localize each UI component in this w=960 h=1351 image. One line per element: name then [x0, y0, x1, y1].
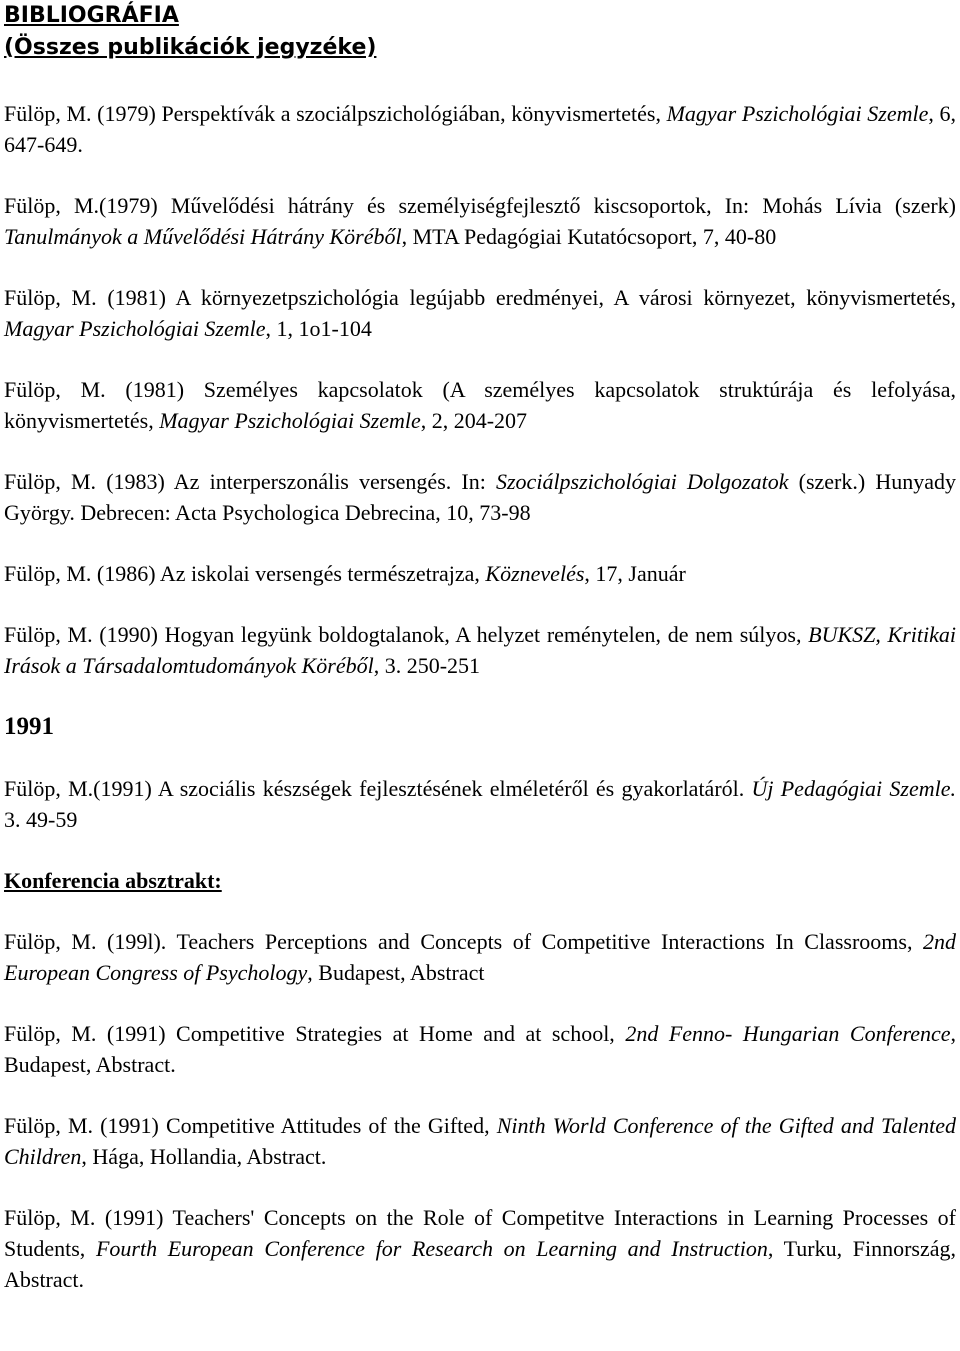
entry-text: Fülöp, M. (1990) Hogyan legyünk boldogtalanok, A helyzet reménytelen, de nem súlyos, — [4, 622, 809, 647]
bibliography-entry — [4, 466, 956, 528]
entry-text: Fülöp, M. (1983) Az interperszonális versengés. In: — [4, 469, 496, 494]
entry-source: 2nd Fenno- Hungarian Conference — [625, 1021, 951, 1046]
entry-text: Fülöp, M. (199l). Teachers Perceptions and Concepts of Competitive Interactions In Classrooms, — [4, 929, 923, 954]
bibliography-entry — [4, 98, 956, 160]
entry-source: Magyar Pszichológiai Szemle — [4, 316, 266, 341]
bibliography-entry — [4, 558, 956, 589]
entry-source: Ninth World Conference of the Gifted and Talented Children — [4, 1113, 957, 1169]
entry-source: Köznevelés — [485, 561, 585, 586]
bibliography-entry — [4, 619, 956, 681]
entry-text: Fülöp, M. (1986) Az iskolai versengés természetrajza, — [4, 561, 486, 586]
entry-text: Fülöp, M. (1981) A környezetpszichológia legújabb eredményei, A városi környezet, könyvismertetés, — [4, 285, 956, 310]
bibliography-entry — [4, 190, 956, 252]
bibliography-entry — [4, 773, 956, 835]
entry-text: Fülöp, M.(1991) A szociális készségek fejlesztésének elméletéről és gyakorlatáról. — [4, 776, 752, 801]
entry-source: Szociálpszichológiai Dolgozatok — [496, 469, 789, 494]
bibliography-entry — [4, 374, 956, 436]
entry-text: Fülöp, M. (1991) Competitive Strategies at Home and at school, — [4, 1021, 626, 1046]
entry-details: , 3. 250-251 — [373, 653, 481, 678]
entry-text: Fülöp, M. (1979) Perspektívák a szociálpszichológiában, könyvismertetés, — [4, 101, 667, 126]
bibliography-entry — [4, 1018, 956, 1080]
entry-details: , 2, 204-207 — [420, 408, 528, 433]
bibliography-entry — [4, 1110, 956, 1172]
entry-text: Fülöp, M. (1991) Competitive Attitudes of the Gifted, — [4, 1113, 497, 1138]
entry-text: Fülöp, M. (1991) Teachers' Concepts on the Role of Competitve Interactions in Learning Processes of Students, — [4, 1205, 956, 1261]
section-heading: Konferencia absztrakt: — [4, 868, 222, 893]
entry-details: , Budapest, Abstract — [307, 960, 485, 985]
entries-list-c — [4, 926, 956, 1295]
entry-source: Fourth European Conference for Research on Learning and Instruction — [95, 1236, 768, 1261]
entry-source: Tanulmányok a Művelődési Hátrány Köréből — [4, 224, 402, 249]
entry-details: , Turku, Finnország, Abstract. — [4, 1236, 957, 1292]
entry-details: , Hága, Hollandia, Abstract. — [81, 1144, 327, 1169]
page-subtitle: (Összes publikációk jegyzéke) — [4, 35, 377, 60]
entry-details: , Budapest, Abstract. — [4, 1021, 956, 1077]
entry-source: Magyar Pszichológiai Szemle — [666, 101, 929, 126]
entry-details: (szerk.) Hunyady György. Debrecen: Acta Psychologica Debrecina, 10, 73-98 — [4, 469, 956, 525]
entry-text: Fülöp, M.(1979) Művelődési hátrány és személyiségfejlesztő kiscsoportok, In: Mohás Lívia (szerk) — [4, 193, 956, 218]
entry-details: , 17, Január — [584, 561, 686, 586]
bibliography-entry — [4, 282, 956, 344]
entry-text: Fülöp, M. (1981) Személyes kapcsolatok (A személyes kapcsolatok struktúrája és lefolyása, könyvismertetés, — [4, 377, 956, 433]
entry-source: 2nd European Congress of Psychology — [4, 929, 956, 985]
entries-list-b — [4, 773, 956, 835]
entry-details: 3. 49-59 — [4, 807, 78, 832]
entry-source: BUKSZ, Kritikai Irások a Társadalomtudományok Köréből — [4, 622, 956, 678]
entry-details: , 1, 1o1-104 — [265, 316, 372, 341]
entry-source: Új Pedagógiai Szemle. — [751, 776, 956, 801]
entry-details: , MTA Pedagógiai Kutatócsoport, 7, 40-80 — [401, 224, 777, 249]
year-heading: 1991 — [4, 713, 54, 740]
entry-source: Magyar Pszichológiai Szemle — [159, 408, 421, 433]
title-block — [4, 0, 956, 64]
page-title: BIBLIOGRÁFIA — [4, 3, 179, 28]
bibliography-entry — [4, 926, 956, 988]
bibliography-entry — [4, 1202, 956, 1295]
entry-details: , 6, 647-649. — [4, 101, 957, 157]
entries-list-a — [4, 98, 956, 681]
